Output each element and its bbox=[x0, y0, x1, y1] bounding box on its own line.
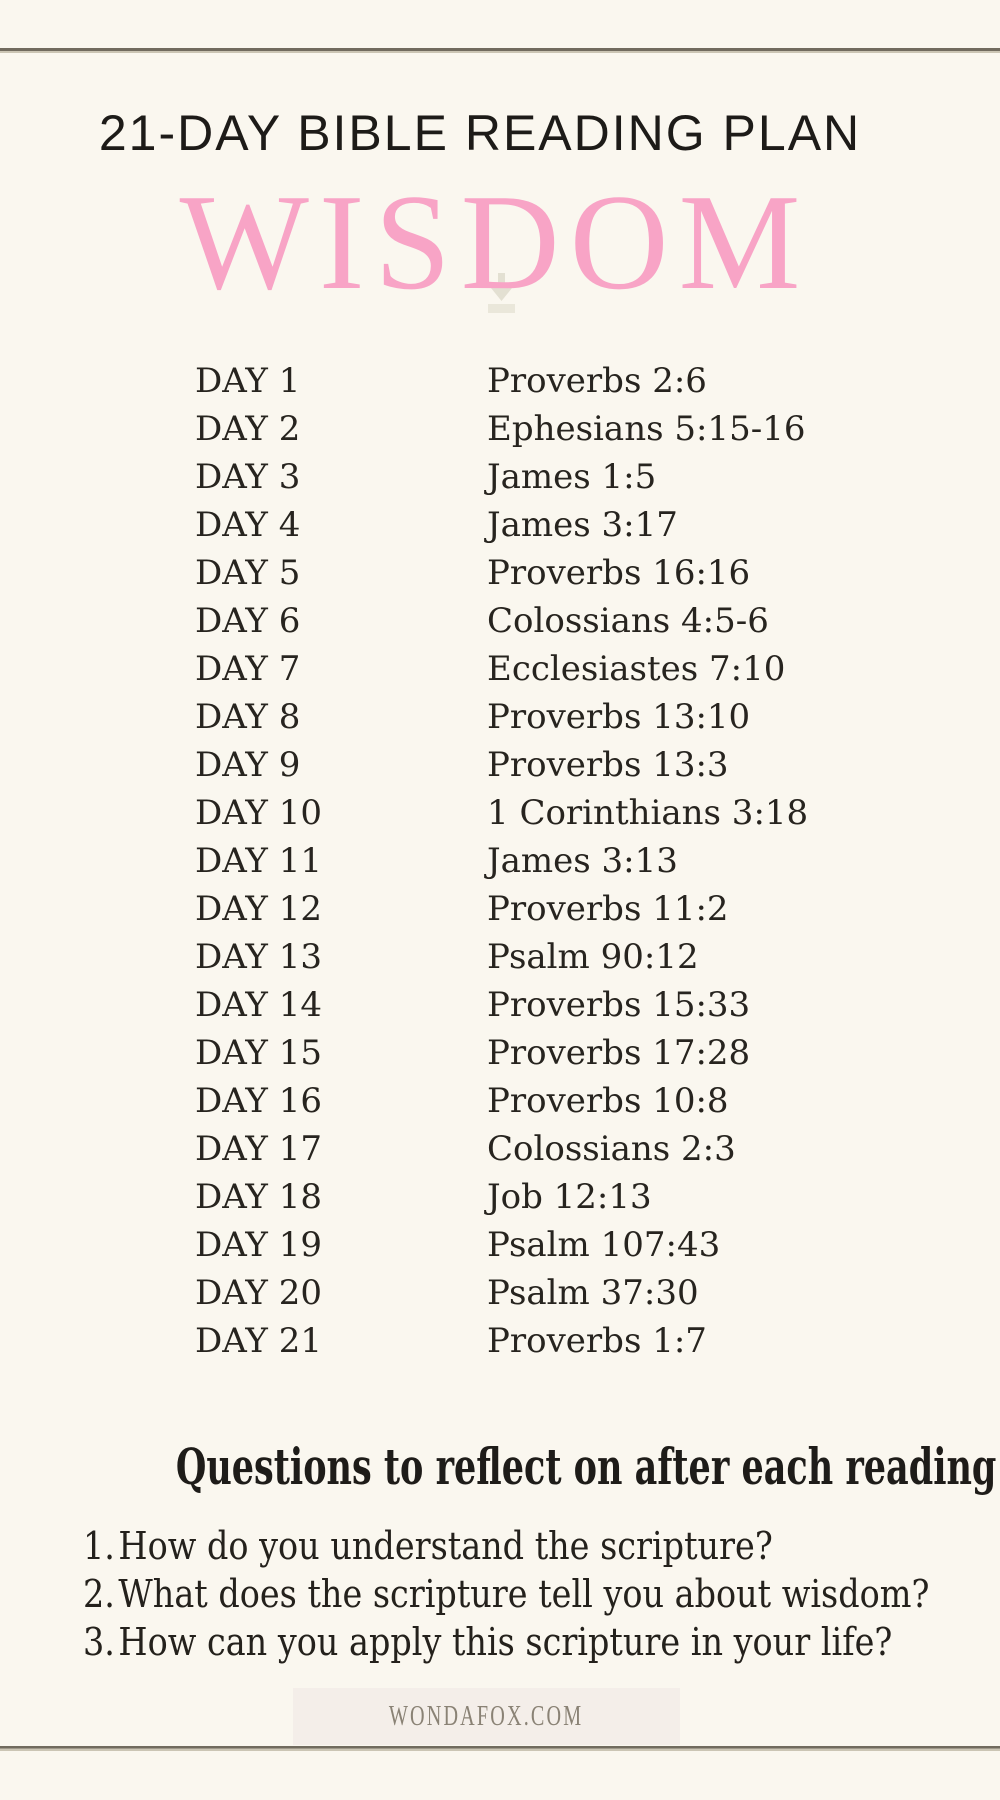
question-text: How do you understand the scripture? bbox=[118, 1524, 773, 1568]
website-badge bbox=[293, 1688, 680, 1745]
question-text: What does the scripture tell you about wisdom? bbox=[118, 1572, 930, 1616]
table-row bbox=[195, 1173, 895, 1221]
day-label: DAY 5 bbox=[195, 553, 301, 593]
day-label: DAY 20 bbox=[195, 1273, 322, 1313]
table-row bbox=[195, 405, 895, 453]
question-number: 3. bbox=[83, 1620, 115, 1664]
questions-heading: Questions to reflect on after each reading bbox=[175, 1437, 997, 1496]
table-row bbox=[195, 1077, 895, 1125]
scripture-reference: Proverbs 17:28 bbox=[487, 1033, 751, 1073]
table-row bbox=[195, 1125, 895, 1173]
day-label: DAY 9 bbox=[195, 745, 301, 785]
day-label: DAY 21 bbox=[195, 1321, 322, 1361]
table-row bbox=[195, 1269, 895, 1317]
website-url: WONDAFOX.COM bbox=[389, 1701, 584, 1732]
table-row bbox=[195, 645, 895, 693]
scripture-reference: James 3:17 bbox=[487, 505, 678, 545]
scripture-reference: Ephesians 5:15-16 bbox=[487, 409, 806, 449]
day-label: DAY 11 bbox=[195, 841, 322, 881]
day-label: DAY 1 bbox=[195, 361, 301, 401]
question-text: How can you apply this scripture in your life? bbox=[118, 1620, 893, 1664]
day-label: DAY 14 bbox=[195, 985, 322, 1025]
scripture-reference: Proverbs 2:6 bbox=[487, 361, 707, 401]
scripture-reference: Proverbs 13:3 bbox=[487, 745, 729, 785]
table-row bbox=[195, 501, 895, 549]
table-row bbox=[195, 1317, 895, 1365]
table-row bbox=[195, 597, 895, 645]
table-row bbox=[195, 453, 895, 501]
bottom-divider-line bbox=[0, 1746, 1000, 1751]
question-number: 2. bbox=[83, 1572, 115, 1616]
theme-word: WISDOM bbox=[179, 166, 811, 318]
day-label: DAY 10 bbox=[195, 793, 322, 833]
scripture-reference: James 3:13 bbox=[487, 841, 678, 881]
scripture-reference: Proverbs 10:8 bbox=[487, 1081, 729, 1121]
scripture-reference: Job 12:13 bbox=[487, 1177, 652, 1217]
day-label: DAY 6 bbox=[195, 601, 301, 641]
list-item bbox=[83, 1570, 929, 1618]
questions-list bbox=[83, 1522, 929, 1666]
scripture-reference: Proverbs 1:7 bbox=[487, 1321, 707, 1361]
day-label: DAY 3 bbox=[195, 457, 301, 497]
table-row bbox=[195, 789, 895, 837]
day-label: DAY 12 bbox=[195, 889, 322, 929]
table-row bbox=[195, 693, 895, 741]
table-row bbox=[195, 1221, 895, 1269]
question-number: 1. bbox=[83, 1524, 115, 1568]
day-label: DAY 16 bbox=[195, 1081, 322, 1121]
list-item bbox=[83, 1618, 929, 1666]
table-row bbox=[195, 1029, 895, 1077]
scripture-reference: Proverbs 16:16 bbox=[487, 553, 751, 593]
scripture-reference: Colossians 4:5-6 bbox=[487, 601, 769, 641]
scripture-reference: James 1:5 bbox=[487, 457, 657, 497]
day-label: DAY 15 bbox=[195, 1033, 322, 1073]
day-label: DAY 18 bbox=[195, 1177, 322, 1217]
scripture-reference: Proverbs 11:2 bbox=[487, 889, 729, 929]
reading-plan-list bbox=[195, 357, 895, 1365]
day-label: DAY 4 bbox=[195, 505, 301, 545]
page-title: 21-DAY BIBLE READING PLAN bbox=[98, 105, 862, 161]
scripture-reference: Colossians 2:3 bbox=[487, 1129, 736, 1169]
day-label: DAY 8 bbox=[195, 697, 301, 737]
scripture-reference: Psalm 37:30 bbox=[487, 1273, 699, 1313]
top-divider-line bbox=[0, 48, 1000, 53]
scripture-reference: Psalm 90:12 bbox=[487, 937, 699, 977]
table-row bbox=[195, 933, 895, 981]
day-label: DAY 19 bbox=[195, 1225, 322, 1265]
scripture-reference: Proverbs 13:10 bbox=[487, 697, 751, 737]
table-row bbox=[195, 981, 895, 1029]
scripture-reference: Psalm 107:43 bbox=[487, 1225, 721, 1265]
scripture-reference: 1 Corinthians 3:18 bbox=[487, 793, 809, 833]
table-row bbox=[195, 837, 895, 885]
day-label: DAY 13 bbox=[195, 937, 322, 977]
table-row bbox=[195, 885, 895, 933]
day-label: DAY 7 bbox=[195, 649, 301, 689]
table-row bbox=[195, 741, 895, 789]
day-label: DAY 2 bbox=[195, 409, 301, 449]
scripture-reference: Ecclesiastes 7:10 bbox=[487, 649, 786, 689]
list-item bbox=[83, 1522, 929, 1570]
table-row bbox=[195, 357, 895, 405]
table-row bbox=[195, 549, 895, 597]
scripture-reference: Proverbs 15:33 bbox=[487, 985, 751, 1025]
day-label: DAY 17 bbox=[195, 1129, 322, 1169]
